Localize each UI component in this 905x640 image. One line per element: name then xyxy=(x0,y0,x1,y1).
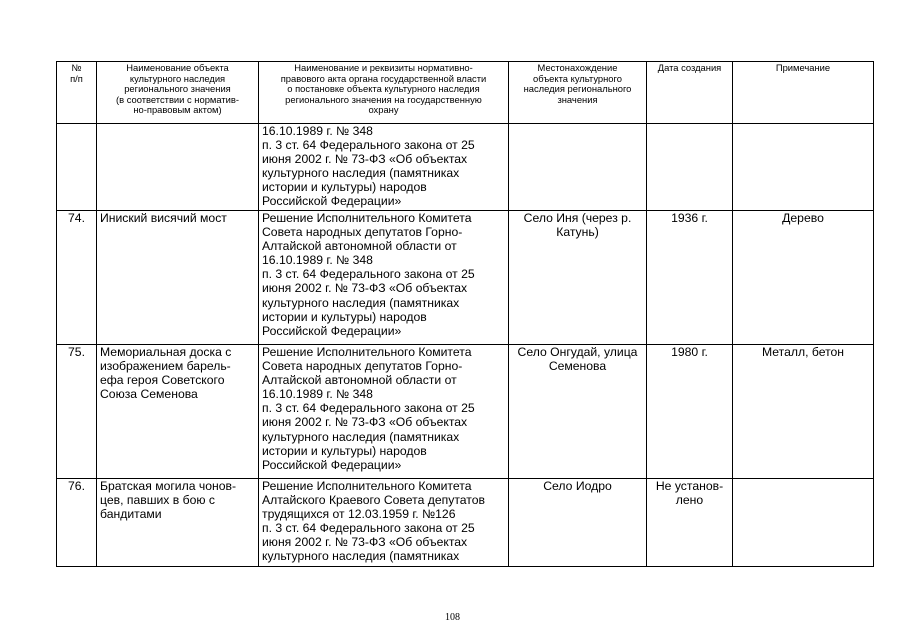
table-row xyxy=(57,124,874,211)
row-legal-act xyxy=(259,345,509,479)
row-object-name xyxy=(97,211,259,345)
text-line: истории и культуры) народов xyxy=(262,443,427,458)
text-line: Алтайской автономной области от xyxy=(262,239,457,254)
text-line: п. 3 ст. 64 Федерального закона от 25 xyxy=(262,401,475,416)
text-line: но-правовым актом) xyxy=(133,104,222,116)
row-creation-date xyxy=(647,124,733,211)
header-col-name xyxy=(97,62,259,124)
row-location xyxy=(509,124,647,211)
text-line: регионального значения xyxy=(124,83,231,95)
row-legal-act xyxy=(259,211,509,345)
header-col-act xyxy=(259,62,509,124)
text-line: Иниский висячий мост xyxy=(100,211,227,225)
text-line: 1980 г. xyxy=(671,345,708,359)
row-note xyxy=(733,124,874,211)
text-line: Примечание xyxy=(775,62,831,73)
text-line: культурного наследия (памятниках xyxy=(262,549,460,564)
text-line: Металл, бетон xyxy=(761,345,845,359)
text-line: Алтайского Краевого Совета депутатов xyxy=(262,493,485,508)
text-line: Алтайской автономной области от xyxy=(262,373,457,388)
text-line: п/п xyxy=(70,72,83,84)
text-line: значения xyxy=(557,93,598,105)
text-line: июня 2002 г. № 73-ФЗ «Об объектах xyxy=(262,535,468,550)
text-line: Российской Федерации» xyxy=(262,457,402,472)
text-line: июня 2002 г. № 73-ФЗ «Об объектах xyxy=(262,152,468,167)
text-line: Мемориальная доска с xyxy=(100,345,232,359)
text-line: лено xyxy=(675,493,704,508)
text-line: Катунь) xyxy=(556,225,599,240)
text-line: Село Иодро xyxy=(543,479,612,493)
header-col-num xyxy=(57,62,97,124)
text-line: Российской Федерации» xyxy=(262,323,402,338)
header-col-date xyxy=(647,62,733,124)
row-legal-act xyxy=(259,124,509,211)
row-object-name xyxy=(97,345,259,479)
text-line: Решение Исполнительного Комитета xyxy=(262,211,472,225)
text-line: п. 3 ст. 64 Федерального закона от 25 xyxy=(262,267,475,282)
text-line: культурного наследия (памятниках xyxy=(262,429,460,444)
header-col-location xyxy=(509,62,647,124)
text-line: цев, павших в бою с xyxy=(100,493,216,508)
row-creation-date xyxy=(647,479,733,567)
text-line: истории и культуры) народов xyxy=(262,180,427,195)
text-line: Решение Исполнительного Комитета xyxy=(262,479,472,493)
row-legal-act xyxy=(259,479,509,567)
text-line: № xyxy=(71,62,82,73)
row-note xyxy=(733,345,874,479)
table-row xyxy=(57,345,874,479)
text-line: июня 2002 г. № 73-ФЗ «Об объектах xyxy=(262,281,468,296)
row-num xyxy=(57,124,97,211)
text-line: 16.10.1989 г. № 348 xyxy=(262,387,373,402)
text-line: Дата создания xyxy=(657,62,722,73)
text-line: Село Иня (через р. xyxy=(523,211,632,225)
text-line: культурного наследия (памятниках xyxy=(262,295,460,310)
text-line: п. 3 ст. 64 Федерального закона от 25 xyxy=(262,521,475,536)
text-line: Местонахождение xyxy=(537,62,618,73)
text-line: Российской Федерации» xyxy=(262,194,402,209)
text-line: о постановке объекта культурного наследия xyxy=(287,83,480,95)
row-num: 74. xyxy=(57,211,97,345)
heritage-objects-table xyxy=(56,61,874,567)
text-line: Совета народных депутатов Горно- xyxy=(262,359,463,374)
row-object-name xyxy=(97,124,259,211)
text-line: охрану xyxy=(368,104,399,116)
row-location xyxy=(509,345,647,479)
text-line: изображением барель- xyxy=(100,359,231,374)
page-number: 108 xyxy=(445,612,460,623)
text-line: культурного наследия (памятниках xyxy=(262,166,460,181)
text-line: ефа героя Советского xyxy=(100,373,225,388)
row-num: 76. xyxy=(57,479,97,567)
table-row xyxy=(57,479,874,567)
text-line: трудящихся от 12.03.1959 г. №126 xyxy=(262,507,456,522)
row-note xyxy=(733,211,874,345)
text-line: Семенова xyxy=(548,359,607,374)
text-line: 1936 г. xyxy=(671,211,708,225)
row-location xyxy=(509,211,647,345)
row-creation-date xyxy=(647,211,733,345)
text-line: Наименование и реквизиты нормативно- xyxy=(294,62,473,73)
text-line: Братская могила чонов- xyxy=(100,479,237,493)
text-line: Дерево xyxy=(782,211,824,225)
text-line: Совета народных депутатов Горно- xyxy=(262,225,463,240)
table-row xyxy=(57,211,874,345)
table-header-row xyxy=(57,62,874,124)
text-line: наследия регионального xyxy=(523,83,632,95)
text-line: (в соответствии с норматив- xyxy=(115,93,239,105)
header-col-note xyxy=(733,62,874,124)
text-line: регионального значения на государственную xyxy=(285,93,482,105)
row-object-name xyxy=(97,479,259,567)
row-location xyxy=(509,479,647,567)
text-line: объекта культурного xyxy=(533,72,622,84)
text-line: июня 2002 г. № 73-ФЗ «Об объектах xyxy=(262,415,468,430)
text-line: бандитами xyxy=(100,507,162,522)
text-line: 16.10.1989 г. № 348 xyxy=(262,124,373,138)
text-line: истории и культуры) народов xyxy=(262,309,427,324)
text-line: Не установ- xyxy=(655,479,724,493)
text-line: правового акта органа государственной власти xyxy=(280,72,487,84)
text-line: культурного наследия xyxy=(129,72,226,84)
text-line: Наименование объекта xyxy=(126,62,229,73)
row-creation-date xyxy=(647,345,733,479)
text-line: Союза Семенова xyxy=(100,387,198,402)
text-line: Решение Исполнительного Комитета xyxy=(262,345,472,359)
text-line: п. 3 ст. 64 Федерального закона от 25 xyxy=(262,138,475,153)
text-line: 16.10.1989 г. № 348 xyxy=(262,253,373,268)
row-note xyxy=(733,479,874,567)
text-line: Село Онгудай, улица xyxy=(517,345,638,359)
row-num: 75. xyxy=(57,345,97,479)
